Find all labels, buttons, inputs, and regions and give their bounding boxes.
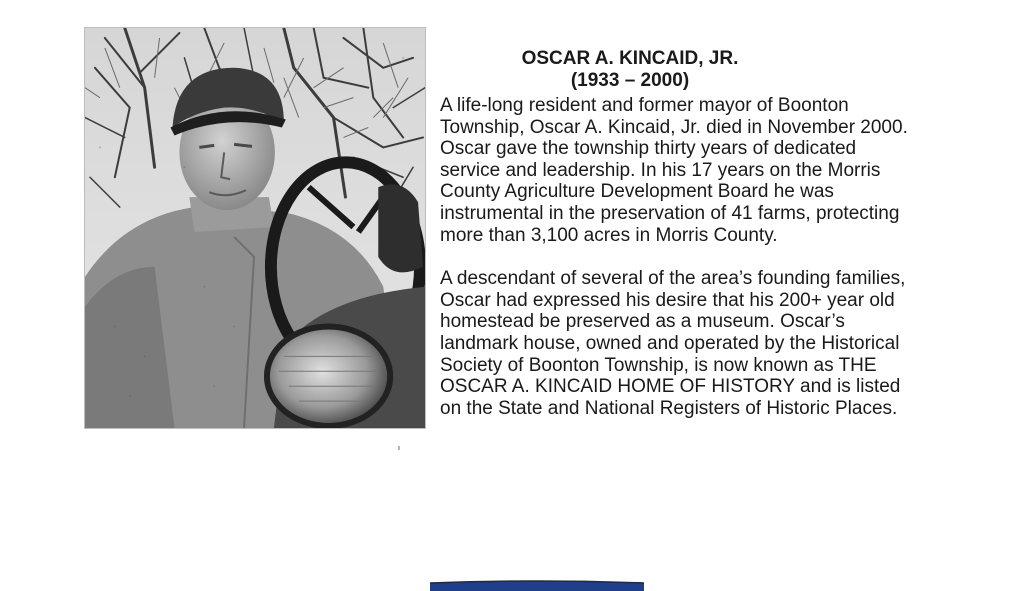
portrait-photo-image <box>85 28 425 428</box>
biography-text <box>440 95 910 419</box>
portrait-photo <box>84 27 426 429</box>
biography-paragraph-1: A life-long resident and former mayor of Boonton Township, Oscar A. Kincaid, Jr. died in November 2000. Oscar gave the township thirty years of dedicated service and leadership. In his 17 years on the Morris County Agriculture Development Board he was instrumental in the preservation of 41 farms, protecting more than 3,100 acres in Morris County. <box>440 95 908 246</box>
biography-paragraph-2: A descendant of several of the area’s founding families, Oscar had expressed his desire that his 200+ year old homestead be preserved as a museum. Oscar’s landmark house, owned and operated by the Historical Society of Boonton Township, is now known as THE OSCAR A. KINCAID HOME OF HISTORY and is listed on the State and National Registers of Historic Places. <box>440 268 906 419</box>
person-name: OSCAR A. KINCAID, JR. <box>521 48 739 69</box>
decorative-divider <box>430 580 644 591</box>
scan-speck <box>398 446 400 450</box>
memorial-title <box>500 48 760 92</box>
life-years: (1933 – 2000) <box>570 70 690 91</box>
